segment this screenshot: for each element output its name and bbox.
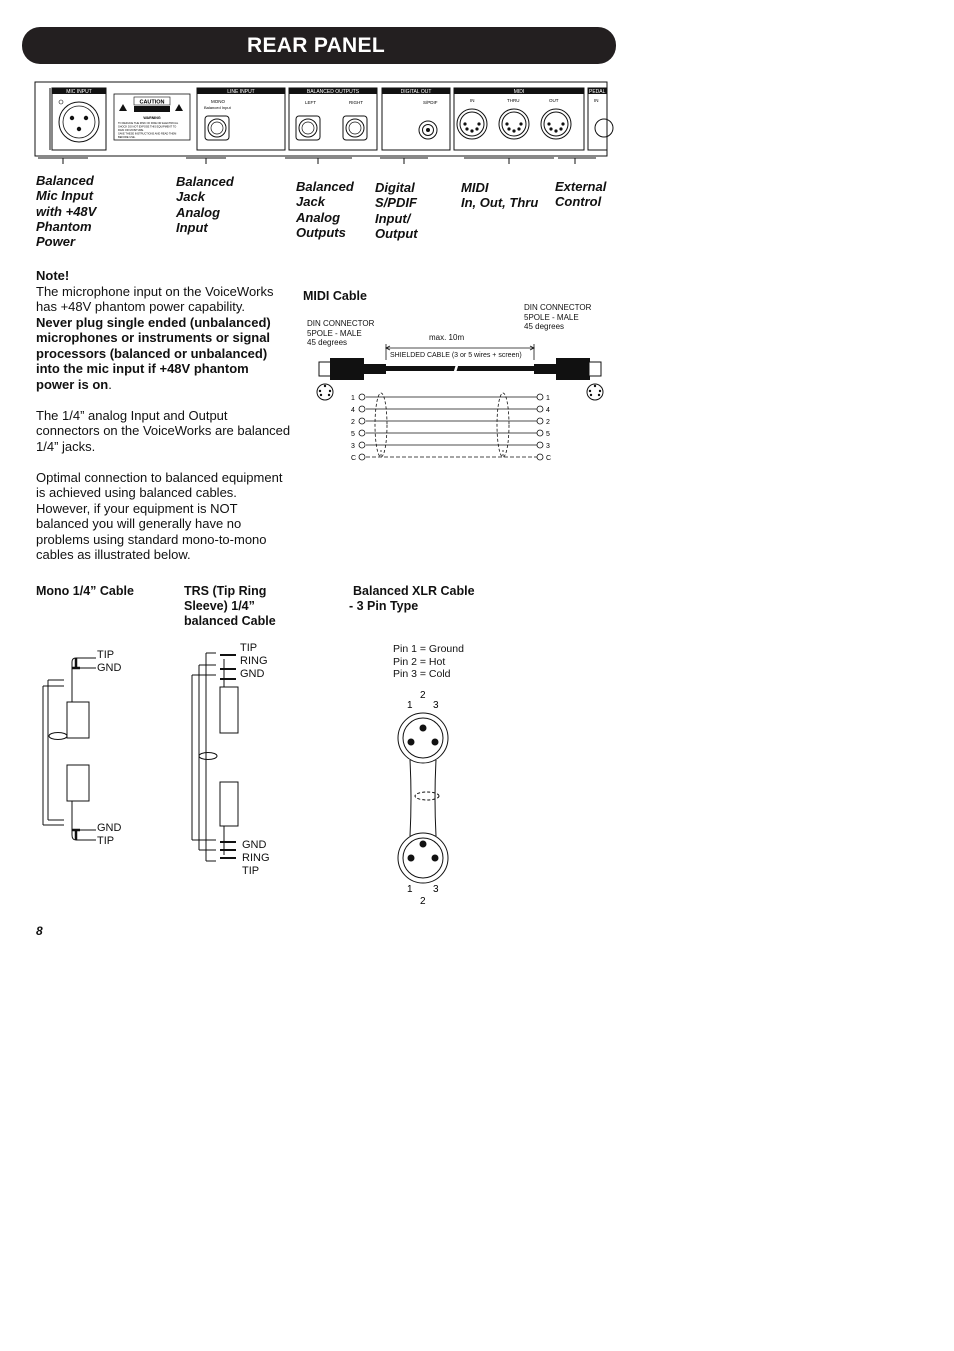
xlr-pin-legend	[393, 643, 464, 681]
trs-cable-title	[184, 584, 276, 629]
xlr-top-pin-3: 3	[433, 700, 439, 711]
midi-out-label: OUT	[549, 98, 559, 103]
out-right-label: RIGHT	[349, 100, 363, 105]
warning-label: WARNING	[143, 116, 161, 120]
note-text: The microphone input on the VoiceWorks	[36, 283, 274, 299]
midi-in-label: IN	[470, 98, 475, 103]
note-warning: into the mic input if +48V phantom	[36, 361, 249, 376]
warning-line-5: BEFORE USE.	[118, 136, 136, 139]
note-text: has +48V phantom power capability.	[36, 299, 245, 314]
note-text: problems using standard mono-to-mono	[36, 531, 267, 547]
midi-shielded-label: SHIELDED CABLE (3 or 5 wires + screen)	[390, 352, 522, 359]
connector-line: 45 degrees	[524, 322, 565, 331]
callout-line: Input/	[375, 210, 411, 226]
wire-label: GND	[97, 662, 122, 674]
note-text: balanced you will generally have no	[36, 516, 242, 531]
midi-left-pin-label: 2	[351, 419, 355, 426]
midi-right-pin-label: 2	[546, 419, 550, 426]
callout-line: Power	[36, 234, 76, 250]
callout-line: S/PDIF	[375, 195, 417, 211]
panel-label-outputs: BALANCED OUTPUTS	[306, 89, 360, 95]
note-block	[36, 268, 298, 563]
panel-label-midi: MIDI	[513, 89, 525, 95]
wire-label: RING	[242, 852, 270, 864]
connector-line: DIN CONNECTOR	[307, 319, 375, 328]
panel-label-line: LINE INPUT	[227, 89, 255, 95]
midi-length-label: max. 10m	[429, 333, 465, 342]
mono-bottom-labels	[97, 822, 121, 848]
callout-line: Jack	[296, 194, 325, 210]
xlr-cable-title	[349, 584, 475, 614]
title-line: TRS (Tip Ring	[184, 584, 267, 598]
xlr-bottom-pin-2: 2	[420, 896, 426, 907]
midi-cable-diagram	[310, 340, 610, 470]
pin-legend-line: Pin 1 = Ground	[393, 643, 464, 655]
note-text: 1/4” jacks.	[36, 438, 96, 454]
panel-label-digital: DIGITAL OUT	[400, 89, 432, 95]
callout-line: Jack	[176, 189, 205, 205]
xlr-cable-diagram	[390, 686, 460, 908]
wire-label: TIP	[97, 835, 115, 847]
midi-right-pin-label: 3	[546, 443, 550, 450]
callout-line: Analog	[296, 209, 341, 225]
title-line: - 3 Pin Type	[349, 599, 419, 613]
line-balanced-label: Balanced Input	[204, 105, 231, 110]
note-heading: Note!	[36, 268, 70, 283]
callout-external	[555, 179, 606, 210]
wire-label: GND	[242, 839, 267, 851]
trs-cable-diagram	[190, 645, 245, 870]
connector-line: 5POLE - MALE	[307, 328, 362, 338]
callout-line: Control	[555, 194, 602, 210]
pin-legend-line: Pin 2 = Hot	[393, 655, 446, 668]
note-text: Optimal connection to balanced equipment	[36, 469, 283, 485]
note-text: cables as illustrated below.	[36, 547, 191, 562]
title-line: Sleeve) 1/4”	[184, 599, 255, 613]
panel-label-mic: MIC INPUT	[66, 89, 92, 95]
callout-line: Analog	[176, 204, 221, 220]
callout-mic-input	[36, 173, 96, 249]
callout-line: Outputs	[296, 224, 346, 240]
callout-line: MIDI	[461, 180, 489, 195]
callout-line: Balanced	[36, 173, 94, 188]
mono-cable-diagram	[40, 650, 100, 850]
midi-left-pin-label: 3	[351, 443, 355, 450]
warning-line-2: SHOCK DO NOT EXPOSE THIS EQUIPMENT TO	[118, 125, 177, 129]
midi-right-pin-label: 1	[546, 395, 550, 402]
callout-midi	[461, 180, 538, 211]
callout-line-input	[176, 174, 234, 235]
xlr-top-pin-2: 2	[420, 690, 426, 701]
line-mono-label: MONO	[211, 99, 225, 104]
midi-left-pin-label: 5	[351, 431, 355, 438]
callout-line: Input	[176, 219, 208, 235]
xlr-bottom-pin-1: 1	[407, 884, 413, 895]
trs-bottom-labels	[242, 839, 270, 878]
callout-line: Phantom	[36, 218, 92, 234]
wire-label: RING	[240, 655, 268, 667]
note-text: connectors on the VoiceWorks are balanced	[36, 423, 291, 438]
out-left-label: LEFT	[305, 100, 317, 105]
midi-left-pin-label: 4	[351, 407, 355, 414]
connector-line: 5POLE - MALE	[524, 312, 579, 322]
warning-line-4: SAVE THESE INSTRUCTIONS AND READ THEM	[118, 132, 177, 136]
xlr-top-pin-1: 1	[407, 700, 413, 711]
title-line: Balanced XLR Cable	[353, 584, 475, 598]
note-text: However, if your equipment is NOT	[36, 500, 238, 516]
warning-line-1: TO REDUCE THE RISK OF FIRE OR ELECTRICAL	[118, 122, 179, 125]
midi-left-pin-label: C	[351, 455, 357, 462]
caution-label: CAUTION	[139, 99, 165, 106]
callout-digital	[375, 180, 418, 241]
page-title-banner	[22, 27, 616, 64]
midi-right-connector-label	[524, 303, 591, 332]
callout-line: Balanced	[176, 174, 234, 189]
wire-label: TIP	[242, 865, 260, 877]
callout-line: External	[555, 179, 607, 194]
midi-left-pin-label: 1	[351, 395, 355, 402]
panel-label-pedal: PEDAL	[589, 89, 606, 95]
wire-label: TIP	[240, 642, 258, 654]
callout-line: Balanced	[296, 179, 354, 194]
mono-cable-title: Mono 1/4” Cable	[36, 584, 134, 598]
connector-line: 45 degrees	[307, 338, 348, 347]
callout-outputs	[296, 179, 354, 240]
connector-line: DIN CONNECTOR	[524, 303, 592, 312]
wire-label: TIP	[97, 649, 115, 661]
warning-line-3: RAIN OR MOISTURE.	[118, 129, 144, 132]
note-warning: microphones or instruments or signal	[36, 330, 271, 345]
pedal-in-label: IN	[594, 98, 599, 103]
midi-right-pin-label: 4	[546, 407, 550, 414]
midi-thru-label: THRU	[507, 98, 520, 103]
rear-panel-diagram	[30, 80, 620, 170]
note-text: is achieved using balanced cables.	[36, 485, 237, 500]
note-period: .	[108, 376, 112, 392]
page-number: 8	[36, 924, 43, 938]
callout-line: Output	[375, 225, 418, 241]
midi-right-pin-label: C	[546, 455, 552, 462]
note-text: The 1/4” analog Input and Output	[36, 407, 228, 423]
callout-line: Digital	[375, 180, 415, 195]
midi-right-pin-label: 5	[546, 431, 550, 438]
spdif-label: S/PDIF	[423, 100, 438, 105]
pin-legend-line: Pin 3 = Cold	[393, 668, 451, 680]
callout-line: In, Out, Thru	[461, 195, 539, 211]
page-title: REAR PANEL	[247, 34, 385, 57]
title-line: balanced Cable	[184, 614, 276, 628]
note-warning: power is on	[36, 376, 109, 392]
wire-label: GND	[240, 668, 265, 680]
callout-line: with +48V	[36, 203, 97, 219]
xlr-bottom-pin-3: 3	[433, 884, 439, 895]
wire-label: GND	[97, 822, 122, 834]
mono-top-labels	[97, 649, 121, 675]
callout-line: Mic Input	[36, 188, 94, 204]
note-warning: processors (balanced or unbalanced)	[36, 345, 268, 361]
note-warning: Never plug single ended (unbalanced)	[36, 314, 271, 330]
midi-cable-title: MIDI Cable	[303, 289, 367, 303]
